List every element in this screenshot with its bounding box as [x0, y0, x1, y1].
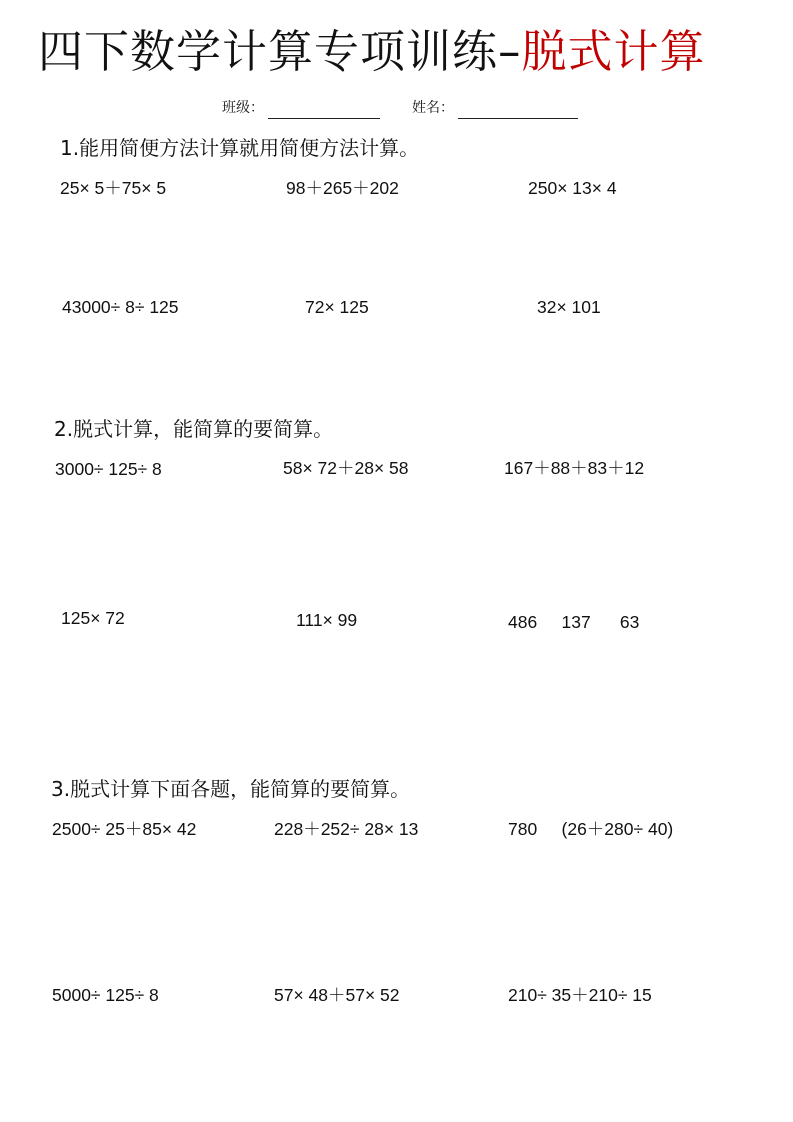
problem-3-2: 228＋252÷ 28× 13 — [274, 819, 419, 839]
section-1-heading: 1.能用简便方法计算就用简便方法计算。 — [60, 136, 420, 160]
page-title — [38, 20, 778, 84]
name-blank[interactable] — [458, 100, 578, 119]
class-field — [222, 97, 380, 119]
problem-2-3: 167＋88＋83＋12 — [504, 458, 645, 478]
problem-1-3: 250× 13× 4 — [528, 178, 617, 198]
problem-1-2: 98＋265＋202 — [286, 178, 399, 198]
problem-3-3: 780 (26＋280÷ 40) — [508, 819, 674, 839]
section-2-heading: 2.脱式计算，能简算的要简算。 — [54, 417, 334, 441]
problem-2-4: 125× 72 — [61, 608, 125, 628]
problem-1-4: 43000÷ 8÷ 125 — [62, 297, 179, 317]
problem-3-6: 210÷ 35＋210÷ 15 — [508, 985, 652, 1005]
title-main: 四下数学计算专项训练– — [38, 25, 522, 78]
class-blank[interactable] — [268, 100, 380, 119]
name-label: 姓名： — [412, 100, 454, 116]
problem-2-5: 111× 99 — [296, 610, 358, 630]
problem-1-6: 32× 101 — [537, 297, 601, 317]
class-label: 班级： — [222, 100, 264, 116]
name-field — [412, 97, 578, 119]
problem-3-1: 2500÷ 25＋85× 42 — [52, 819, 197, 839]
section-3-heading: 3.脱式计算下面各题，能简算的要简算。 — [51, 777, 411, 801]
problem-3-5: 57× 48＋57× 52 — [274, 985, 400, 1005]
problem-1-5: 72× 125 — [305, 297, 369, 317]
problem-2-6: 486 137 63 — [508, 612, 640, 632]
problem-3-4: 5000÷ 125÷ 8 — [52, 985, 159, 1005]
problem-2-2: 58× 72＋28× 58 — [283, 458, 409, 478]
problem-1-1: 25× 5＋75× 5 — [60, 178, 167, 198]
title-highlight: 脱式计算 — [521, 25, 706, 78]
problem-2-1: 3000÷ 125÷ 8 — [55, 459, 162, 479]
